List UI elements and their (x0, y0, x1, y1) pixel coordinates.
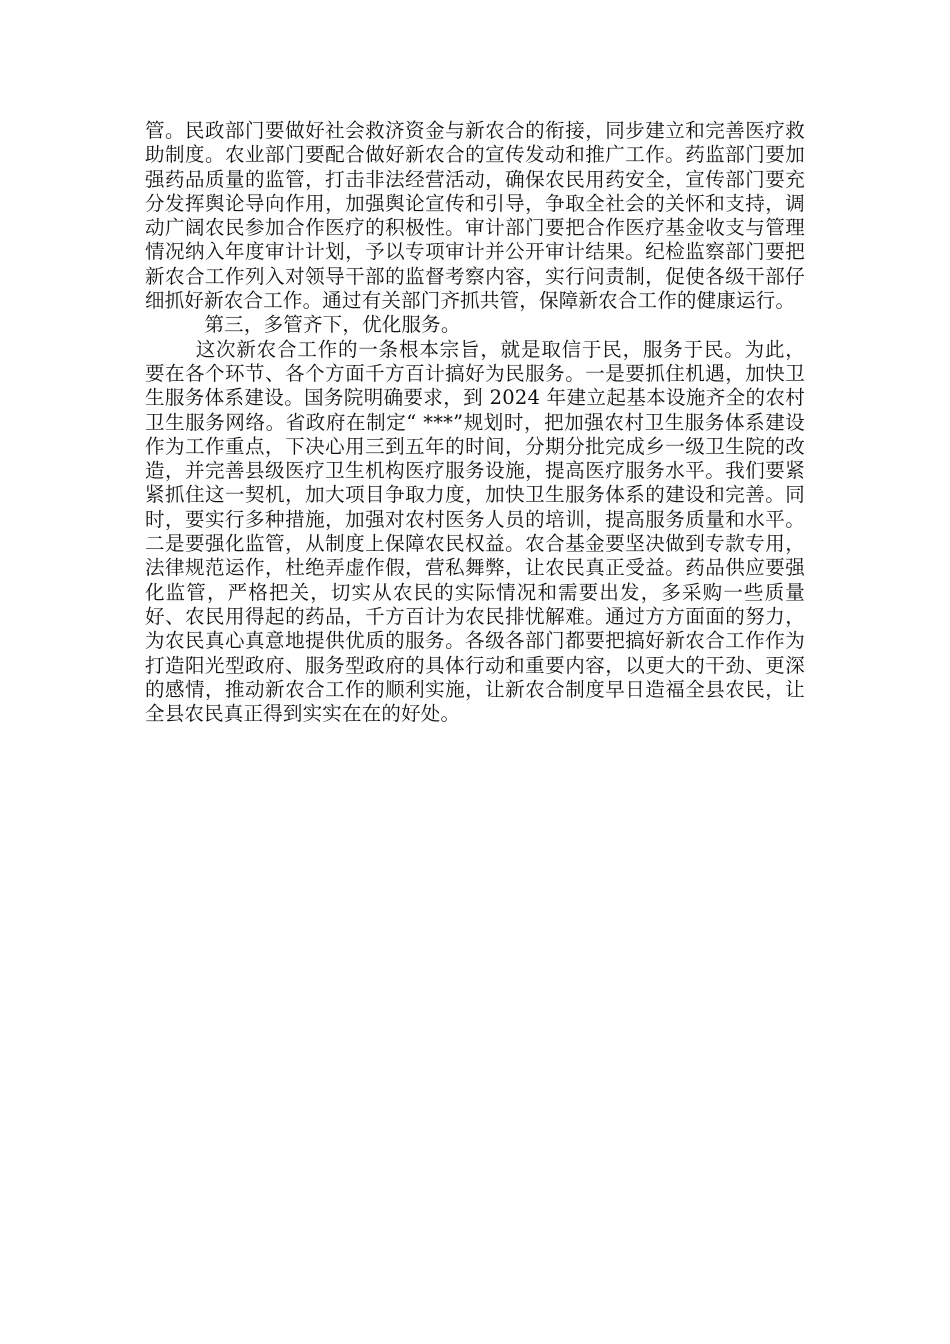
section-heading: 第三，多管齐下，优化服务。 (204, 313, 461, 337)
body-text (145, 119, 805, 726)
paragraph-continuation: 管。民政部门要做好社会救济资金与新农合的衔接，同步建立和完善医疗救助制度。农业部门要配合做好新农合的宣传发动和推广工作。药监部门要加强药品质量的监管，打击非法经营活动，确保农民用药安全，宣传部门要充分发挥舆论导向作用，加强舆论宣传和引导，争取全社会的关怀和支持，调动广阔农民参加合作医疗的积极性。审计部门要把合作医疗基金收支与管理情况纳入年度审计计划，予以专项审计并公开审计结果。纪检监察部门要把新农合工作列入对领导干部的监督考察内容，实行问责制，促使各级干部仔细抓好新农合工作。通过有关部门齐抓共管，保障新农合工作的健康运行。 (145, 119, 805, 313)
paragraph-service: 这次新农合工作的一条根本宗旨，就是取信于民，服务于民。为此，要在各个环节、各个方面千方百计搞好为民服务。一是要抓住机遇，加快卫生服务体系建设。国务院明确要求，到 2024 年建立起基本设施齐全的农村卫生服务网络。省政府在制定“ ***”规划时，把加强农村卫生服务体系建设作为工作重点，下决心用三到五年的时间，分期分批完成乡一级卫生院的改造，并完善县级医疗卫生机构医疗服务设施，提高医疗服务水平。我们要紧紧抓住这一契机，加大项目争取力度，加快卫生服务体系的建设和完善。同时，要实行多种措施，加强对农村医务人员的培训，提高服务质量和水平。二是要强化监管，从制度上保障农民权益。农合基金要坚决做到专款专用，法律规范运作，杜绝弄虚作假，营私舞弊，让农民真正受益。药品供应要强化监管，严格把关，切实从农民的实际情况和需要出发，多采购一些质量好、农民用得起的药品，千方百计为农民排忧解难。通过方方面面的努力，为农民真心真意地提供优质的服务。各级各部门都要把搞好新农合工作作为打造阳光型政府、服务型政府的具体行动和重要内容，以更大的干劲、更深的感情，推动新农合工作的顺利实施，让新农合制度早日造福全县农民，让全县农民真正得到实实在在的好处。 (145, 337, 805, 726)
